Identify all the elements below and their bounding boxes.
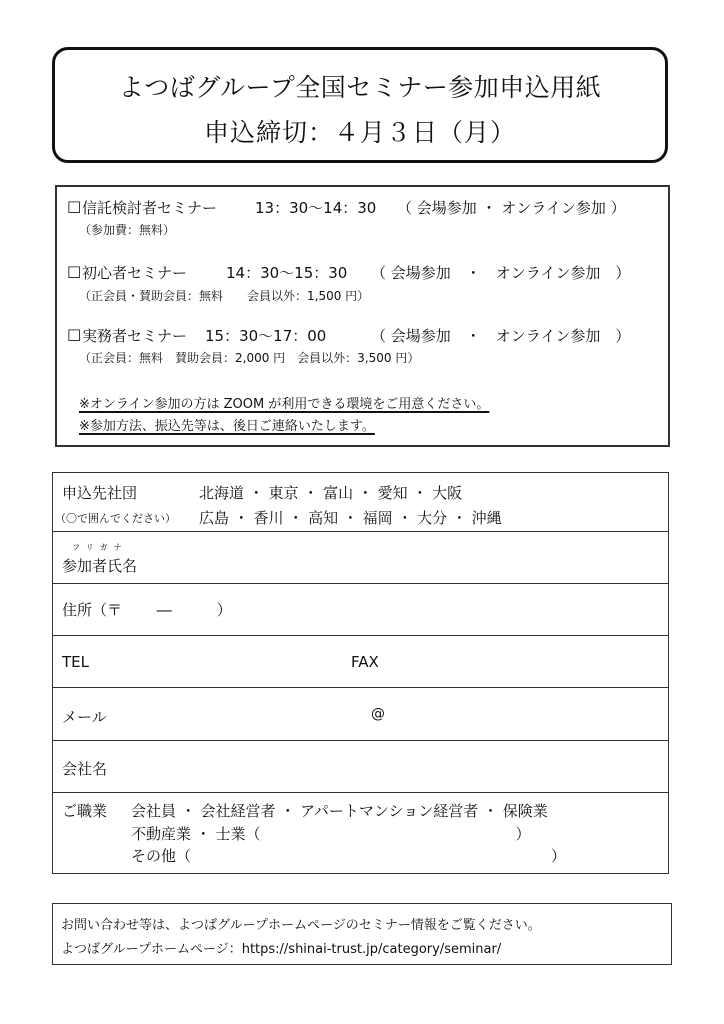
row-divider [53, 687, 668, 688]
tel-field[interactable] [103, 689, 343, 735]
seminar-mode-options[interactable]: （ 会場参加 ・ オンライン参加 ） [371, 264, 631, 282]
seminar-checkbox[interactable]: □ [67, 325, 82, 343]
row-divider [53, 583, 668, 584]
contact-url[interactable]: よつばグループホームページ：https://shinai-trust.jp/category/seminar/ [61, 942, 502, 957]
seminar-mode-options[interactable]: （ 会場参加 ・ オンライン参加 ） [397, 199, 626, 217]
name-field[interactable] [213, 585, 663, 629]
address-label: 住所（〒 ― ） [62, 601, 232, 619]
seminar-time: 15：30～17：00 [205, 327, 327, 345]
seminar-fee: （参加費：無料） [79, 223, 176, 237]
fax-field[interactable] [393, 689, 663, 735]
company-label: 会社名 [62, 760, 108, 778]
org-label: 申込先社団 [62, 484, 138, 502]
seminar-name: 実務者セミナー [82, 327, 188, 345]
org-hint: （〇で囲んでください） [55, 512, 176, 525]
seminar-checkbox[interactable]: □ [67, 262, 82, 280]
online-note: ※オンライン参加の方は ZOOM が利用できる環境をご用意ください。 [79, 397, 490, 412]
seminar-fee: （正会員・賛助会員：無料 会員以外：1,500 円） [79, 289, 370, 303]
seminar-time: 13：30～14：30 [255, 199, 377, 217]
mail-label: メール [62, 708, 107, 726]
seminar-time: 14：30～15：30 [226, 264, 348, 282]
job-options-row3[interactable]: その他（ ） [131, 847, 567, 865]
deadline: 申込締切：４月３日（月） [203, 118, 516, 147]
row-divider [53, 531, 668, 532]
org-options-east[interactable]: 北海道 ・ 東京 ・ 富山 ・ 愛知 ・ 大阪 [199, 484, 463, 502]
job-label: ご職業 [62, 802, 108, 820]
name-ruby: フリガナ [72, 543, 128, 552]
at-mark: @ [371, 706, 385, 722]
address-field[interactable] [253, 637, 663, 683]
seminar-mode-options[interactable]: （ 会場参加 ・ オンライン参加 ） [371, 327, 631, 345]
payment-note: ※参加方法、振込先等は、後日ご連絡いたします。 [79, 419, 375, 434]
seminar-checkbox[interactable]: □ [67, 197, 82, 215]
job-options-row1[interactable]: 会社員 ・ 会社経営者 ・ アパートマンション経営者 ・ 保険業 [131, 802, 548, 820]
mail-field[interactable] [123, 742, 663, 788]
contact-box [52, 903, 672, 965]
job-options-row2[interactable]: 不動産業 ・ 士業（ ） [131, 825, 531, 843]
application-form [52, 472, 669, 874]
row-divider [53, 792, 668, 793]
page-title: よつばグループ全国セミナー参加申込用紙 [118, 73, 602, 102]
name-label: 参加者氏名 [62, 557, 138, 575]
row-divider [53, 635, 668, 636]
seminar-fee: （正会員：無料 賛助会員：2,000 円 会員以外：3,500 円） [79, 351, 420, 365]
org-options-west[interactable]: 広島 ・ 香川 ・ 高知 ・ 福岡 ・ 大分 ・ 沖縄 [199, 509, 502, 527]
contact-info: お問い合わせ等は、よつばグループホームページのセミナー情報をご覧ください。 [61, 918, 541, 933]
seminar-name: 初心者セミナー [82, 264, 188, 282]
tel-label: TEL [62, 653, 89, 671]
seminar-name: 信託検討者セミナー [82, 199, 218, 217]
row-divider [53, 740, 668, 741]
seminar-box [55, 185, 670, 447]
fax-label: FAX [351, 653, 379, 671]
title-box [52, 47, 668, 163]
